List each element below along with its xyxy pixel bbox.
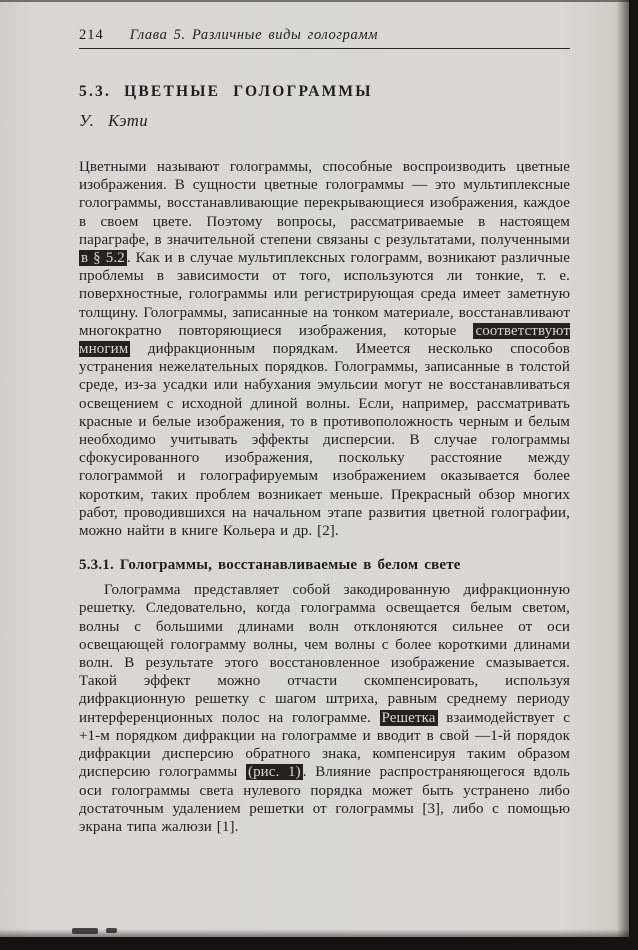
section-heading: 5.3. ЦВЕТНЫЕ ГОЛОГРАММЫ — [79, 83, 373, 100]
section-author: У. Кэти — [79, 111, 149, 130]
page-header — [79, 27, 570, 49]
scan-edge-bottom-shadow — [0, 929, 638, 937]
subsection-heading: 5.3.1. Голограммы, восстанавливаемые в белом свете — [79, 557, 461, 574]
scan-edge-right-shadow — [617, 0, 629, 950]
scan-edge-top — [0, 0, 638, 2]
running-head: Глава 5. Различные виды голограмм — [129, 27, 379, 43]
page-number: 214 — [79, 27, 104, 43]
scan-edge-bottom — [0, 937, 638, 950]
page-content — [79, 27, 570, 836]
body-paragraph: Голограмма представляет собой закодированную дифракционную решетку. Следовательно, когда голограмма освещается белым светом, волны с большими длинами волн отклоняются сильнее от оси освещающей голограмму волны, чем волны с более короткими длинами волн. В результате этого восстановленное изображение смазывается. Такой эффект можно отчасти скомпенсировать, используя дифракционную решетку с шагом штриха, равным среднему периоду интерференционных полос на голограмме. Решетка взаимодействует с +1-м порядком дифракции на голограмме и вводит в свой —1-й порядок дифракции дисперсию обратного знака, компенсируя таким образом дисперсию голограммы (рис. 1) . Влияние распространяющегося вдоль оси голограммы света нулевого порядка может быть устранено либо достаточным удалением решетки от голограммы [3], либо с помощью экрана типа жалюзи [1]. — [79, 582, 570, 835]
scan-edge-right — [629, 0, 638, 950]
body-paragraph: Цветными называют голограммы, способные воспроизводить цветные изображения. В сущности цветные голограммы — это мультиплексные голограммы, восстанавливающие перекрывающиеся изображения, каждое в своем цвете. Поэтому вопросы, рассматриваемые в настоящем параграфе, в значительной степени связаны с результатами, полученными в § 5.2 . Как и в случае мультиплексных голограмм, возникают различные проблемы в зависимости от того, используются ли тонкие, т. е. поверхностные, голограммы или регистрирующая среда имеет заметную толщину. Голограммы, записанные на тонком материале, восстанавливают многократно повторяющиеся изображения, которые соответствуют многим дифракционным порядкам. Имеется несколько способов устранения нежелательных порядков. Голограммы, записанные в толстой среде, из-за усадки или набухания эмульсии могут не восстанавливаться освещением с исходной длиной волны. Если, например, рассматривать красные и белые изображения, то в противоположность черным и белым необходимо учитывать эффекты дисперсии. В случае голограммы сфокусированного изображения, поскольку расстояние между голограммой и голографируемым изображением оказывается более коротким, таких проблем возникает меньше. Прекрасный обзор многих работ, проводившихся на начальном этапе развития цветной голографии, можно найти в книге Кольера и др. [2]. — [79, 159, 570, 540]
